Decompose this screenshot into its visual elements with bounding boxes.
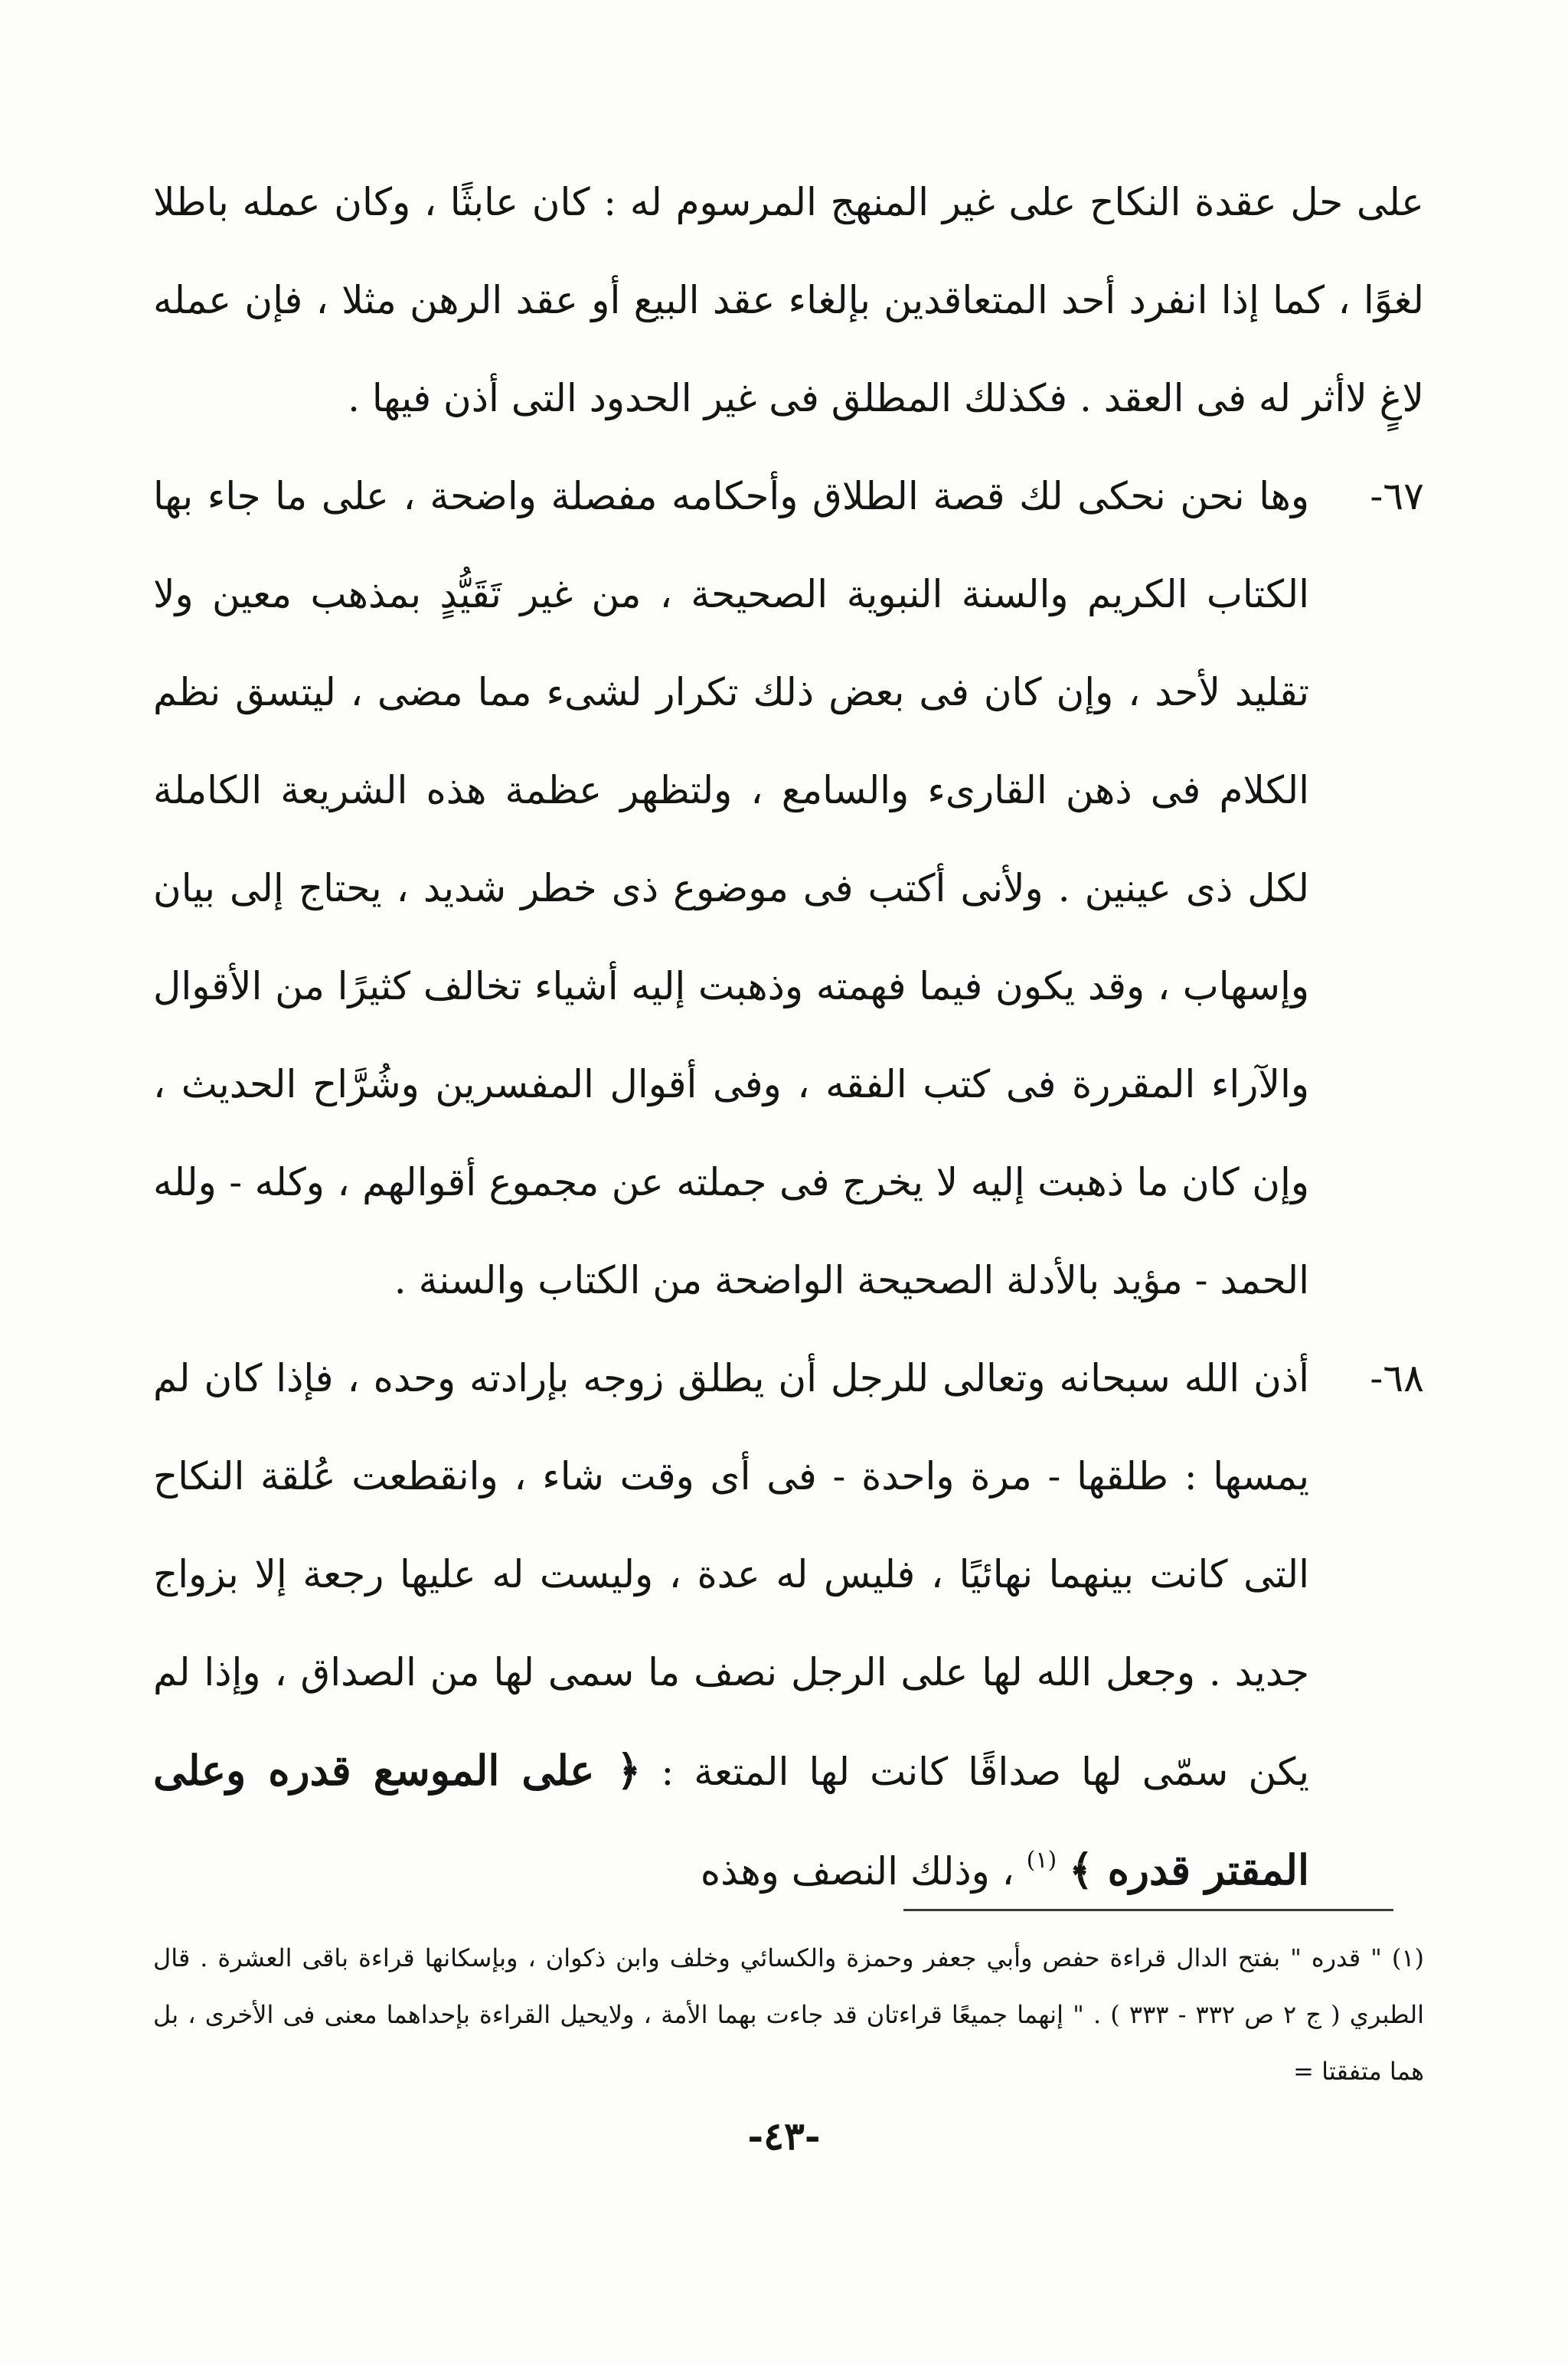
paragraph-68 xyxy=(153,1329,1424,1920)
paragraph-text: أذن الله سبحانه وتعالى للرجل أن يطلق زوجه بإرادته وحده ، فإذا كان لم يمسها : طلقها - مرة واحدة - فى أى وقت شاء ، وانقطعت عُلقة النكاح التى كانت بينهما نهائيًا ، فليس له عدة ، وليست له عليها رجعة إلا بزواج جديد . وجعل الله لها على الرجل نصف ما سمى لها من الصداق ، وإذا لم يكن سمّى لها صداقًا كانت لها المتعة : xyxy=(153,1356,1309,1794)
footnote: (١) " قدره " بفتح الدال قراءة حفص وأبي جعفر وحمزة والكسائي وخلف وابن ذكوان ، وبإسكانها قراءة باقى العشرة . قال الطبري ( ج ٢ ص ٣٣٢ - ٣٣٣ ) . " إنهما جميعًا قراءتان قد جاءت بهما الأمة ، ولايحيل القراءة بإحداهما معنى فى الأخرى ، بل هما متفقتا = xyxy=(153,1943,1425,2086)
paragraph-number: ٦٧- xyxy=(1370,474,1424,518)
paragraph-text: وها نحن نحكى لك قصة الطلاق وأحكامه مفصلة واضحة ، على ما جاء بها الكتاب الكريم والسنة النبوية الصحيحة ، من غير تَقَيُّدٍ بمذهب معين ولا تقليد لأحد ، وإن كان فى بعض ذلك تكرار لشىء مما مضى ، ليتسق نظم الكلام فى ذهن القارىء والسامع ، ولتظهر عظمة هذه الشريعة الكاملة لكل ذى عينين . ولأنى أكتب فى موضوع ذى خطر شديد ، يحتاج إلى بيان وإسهاب ، وقد يكون فيما فهمته وذهبت إليه أشياء تخالف كثيرًا من الأقوال والآراء المقررة فى كتب الفقه ، وفى أقوال المفسرين وشُرَّاح الحديث ، وإن كان ما ذهبت إليه لا يخرج فى جملته عن مجموع أقوالهم ، وكله - ولله الحمد - مؤيد بالأدلة الصحيحة الواضحة من الكتاب والسنة . xyxy=(153,474,1309,1302)
page-number: -٤٣- xyxy=(747,2113,821,2158)
paragraph-text-end: ، وذلك النصف وهذه xyxy=(700,1849,1014,1894)
paragraph-number: ٦٨- xyxy=(1370,1356,1424,1400)
footnote-marker: (١) xyxy=(1026,1847,1057,1874)
footnote-divider xyxy=(903,1909,1393,1911)
main-text xyxy=(153,153,1424,1920)
paragraph-67 xyxy=(153,447,1424,1329)
quran-quote: ﴿ على الموسع قدره وعلى المقتر قدره ﴾ xyxy=(153,1746,1309,1894)
paragraph-continued: على حل عقدة النكاح على غير المنهج المرسوم له : كان عابثًا ، وكان عمله باطلا لغوًا ، كما إذا انفرد أحد المتعاقدين بإلغاء عقد البيع أو عقد الرهن مثلا ، فإن عمله لاغٍ لاأثر له فى العقد . فكذلك المطلق فى غير الحدود التى أذن فيها . xyxy=(153,180,1424,420)
